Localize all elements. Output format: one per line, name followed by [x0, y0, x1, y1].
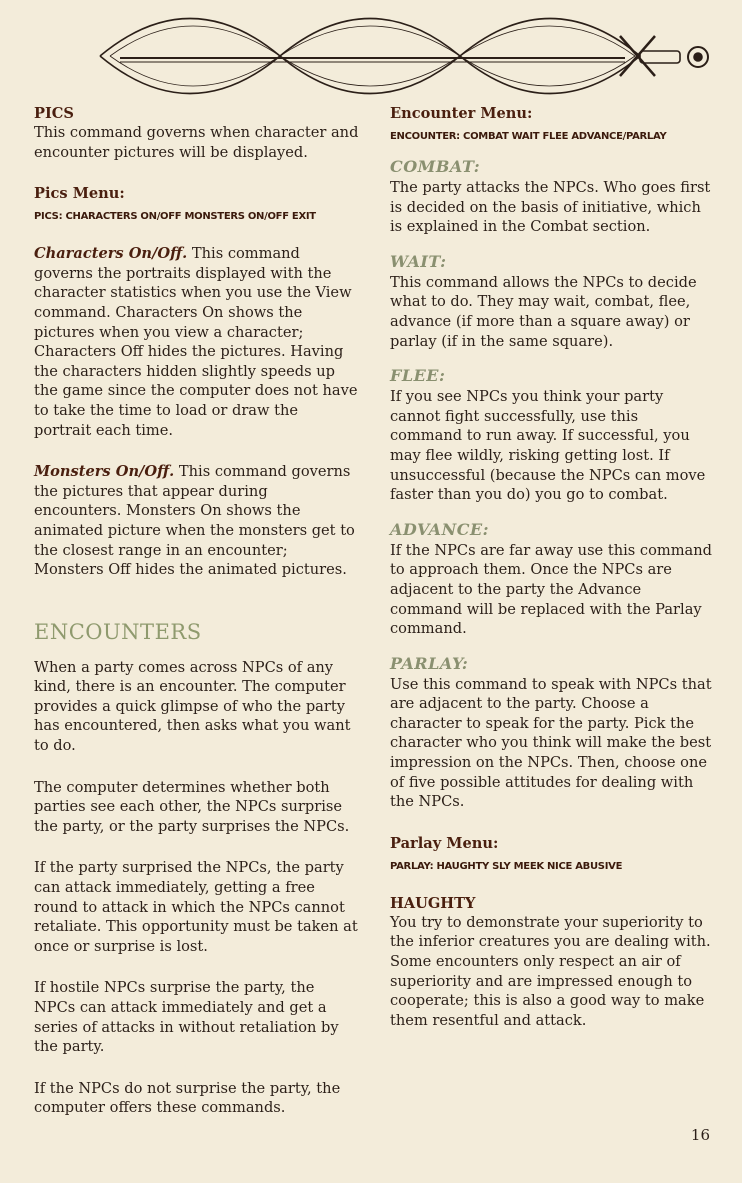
parlay-title: PARLAY:: [390, 653, 469, 673]
flee-text: If you see NPCs you think your party cannot fight successfully, use this command to run away. If successful, you may flee wildly, risking getting lost. If unsuccessful (because the NPCs can move faster than you do) you go to combat.: [390, 388, 706, 504]
ribbon-sword-banner-icon: [80, 6, 720, 106]
parlay-menu-heading: Parlay Menu:: [390, 834, 499, 852]
encounters-title: ENCOUNTERS: [34, 619, 202, 644]
characters-text: This command governs the portraits displayed with the character statistics when you use the View command. Characters On shows the pictures when you view a character; Characters Off hides the pictures. Having the characters hidden slightly speeds up the game since the computer does not have to take the time to load or draw the portrait each time.: [34, 245, 358, 439]
haughty-heading: HAUGHTY: [390, 894, 476, 912]
advance-text: If the NPCs are far away use this command to approach them. Once the NPCs are adjacent to the party the Advance command will be replaced with the Parlay command.: [390, 541, 712, 638]
monsters-paragraph: [34, 462, 359, 580]
wait-title: WAIT:: [390, 251, 447, 271]
parlay-menu-line: PARLAY: HAUGHTY SLY MEEK NICE ABUSIVE: [390, 860, 623, 872]
wait-text: This command allows the NPCs to decide what to do. They may wait, combat, flee, advance (if more than a square away) or parlay (if in the same square).: [390, 273, 697, 350]
characters-lead: Characters On/Off.: [34, 245, 188, 263]
monsters-lead: Monsters On/Off.: [34, 463, 175, 481]
encounter-menu-heading: Encounter Menu:: [390, 105, 533, 122]
left-column: [34, 104, 359, 1118]
encounters-paragraph-1: When a party comes across NPCs of any kind, there is an encounter. The computer provides a quick glimpse of who the party has encountered, then asks what you want to do.: [34, 658, 351, 755]
encounters-paragraph-5: If the NPCs do not surprise the party, the computer offers these commands.: [34, 1079, 341, 1117]
pics-menu-line: PICS: CHARACTERS ON/OFF MONSTERS ON/OFF EXIT: [34, 211, 316, 223]
combat-title: COMBAT:: [390, 157, 481, 176]
advance-title: ADVANCE:: [390, 519, 490, 539]
pics-menu-heading: Pics Menu:: [34, 185, 125, 203]
encounter-menu-line: ENCOUNTER: COMBAT WAIT FLEE ADVANCE/PARLAY: [390, 131, 667, 142]
combat-text: The party attacks the NPCs. Who goes first is decided on the basis of initiative, which is explained in the Combat section.: [390, 179, 711, 236]
right-column: [390, 104, 712, 1030]
haughty-text: You try to demonstrate your superiority to the inferior creatures you are dealing with. Some encounters only respect an air of superiority and are impressed enough to cooperate; this is also a good way to make them resentful and attack.: [390, 913, 711, 1029]
encounters-paragraph-4: If hostile NPCs surprise the party, the NPCs can attack immediately and get a series of attacks in without retaliation by the party.: [34, 979, 339, 1056]
pics-intro: This command governs when character and encounter pictures will be displayed.: [34, 124, 359, 161]
parlay-text: Use this command to speak with NPCs that are adjacent to the party. Choose a character to speak for the party. Pick the character who you think will make the best impression on the NPCs. Then, choose one of five possible attitudes for dealing with the NPCs.: [390, 675, 712, 811]
page-number: 16: [690, 1126, 710, 1144]
monsters-text: This command governs the pictures that appear during encounters. Monsters On shows the animated picture when the monsters get to the closest range in an encounter; Monsters Off hides the animated pictures.: [34, 463, 355, 579]
pics-heading: PICS: [34, 105, 74, 122]
characters-paragraph: [34, 244, 359, 440]
encounters-paragraph-3: If the party surprised the NPCs, the party can attack immediately, getting a free round to attack in which the NPCs cannot retaliate. This opportunity must be taken at once or surprise is lost.: [34, 859, 358, 955]
encounters-paragraph-2: The computer determines whether both parties see each other, the NPCs surprise the party, or the party surprises the NPCs.: [34, 778, 350, 835]
flee-title: FLEE:: [390, 366, 446, 386]
